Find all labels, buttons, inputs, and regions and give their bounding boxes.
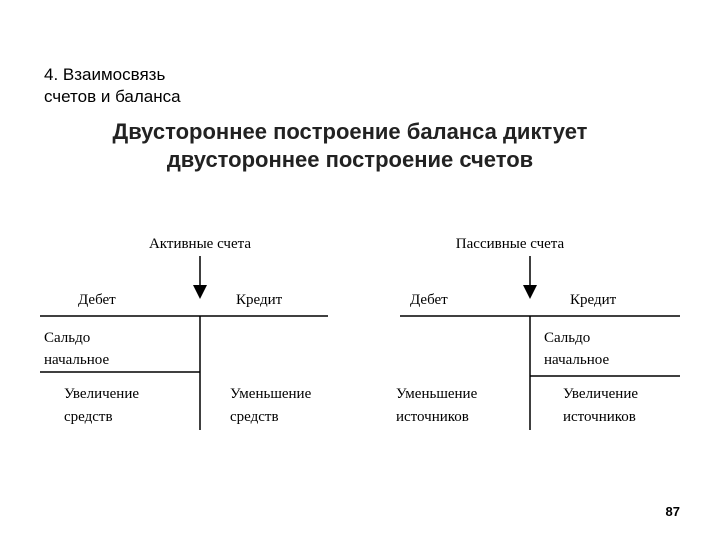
passive-debit-entry-line-1: Уменьшение [396,386,478,402]
active-opening-balance-line-2: начальное [44,352,110,368]
section-title-line-1: 4. Взаимосвязь [44,65,166,84]
active-opening-balance-line-1: Сальдо [44,330,91,346]
passive-credit-entry-line-1: Увеличение [563,386,639,402]
passive-account-title: Пассивные счета [455,236,565,252]
passive-arrow-head [523,285,537,299]
passive-debit-label: Дебет [410,292,448,308]
passive-account [396,236,680,430]
passive-debit-entry-line-2: источников [396,409,469,425]
active-arrow-head [193,285,207,299]
active-debit-entry-line-1: Увеличение [64,386,140,402]
active-credit-entry-line-1: Уменьшение [230,386,312,402]
active-credit-entry-line-2: средств [230,409,279,425]
active-account [40,236,328,430]
section-title-line-2: счетов и баланса [44,87,181,106]
active-credit-label: Кредит [236,292,283,308]
headline-line-1: Двустороннее построение баланса диктует [112,119,588,144]
passive-credit-label: Кредит [570,292,617,308]
page-number: 87 [665,504,680,519]
active-debit-entry-line-2: средств [64,409,113,425]
passive-opening-balance-line-2: начальное [544,352,610,368]
passive-credit-entry-line-2: источников [563,409,636,425]
active-account-title: Активные счета [148,236,252,252]
headline-line-2: двустороннее построение счетов [166,147,534,172]
active-debit-label: Дебет [78,292,116,308]
passive-opening-balance-line-1: Сальдо [544,330,591,346]
